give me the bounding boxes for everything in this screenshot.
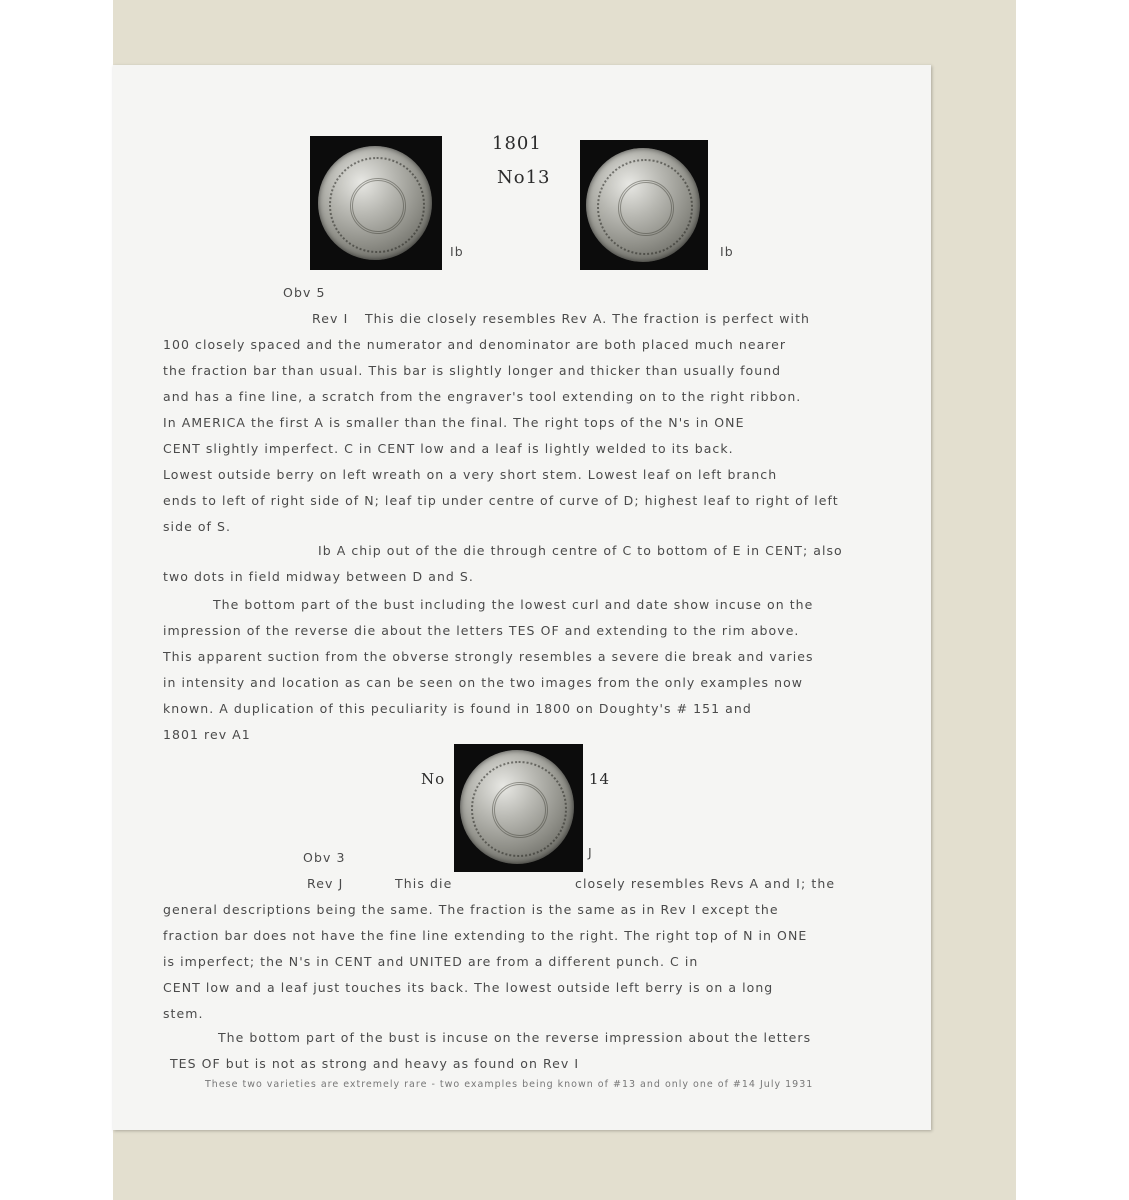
no14-coin-image <box>460 750 574 864</box>
description-line: fraction bar does not have the fine line extending to the right. The right top of N in ONE <box>163 928 808 943</box>
rev-j-bust-description-continued <box>170 1051 870 1077</box>
description-line: The bottom part of the bust is incuse on the reverse impression about the letters <box>218 1030 812 1045</box>
reverse-die-mark: Ib <box>720 244 734 259</box>
description-line: stem. <box>163 1006 204 1021</box>
description-line: in intensity and location as can be seen on the two images from the only examples now <box>163 675 804 690</box>
description-line: TES OF but is not as strong and heavy as found on Rev I <box>170 1056 580 1071</box>
description-line: two dots in field midway between D and S. <box>163 569 474 584</box>
rev-i-description <box>365 306 865 332</box>
obverse-3-label: Obv 3 <box>303 850 346 865</box>
description-line: Ib A chip out of the die through centre of C to bottom of E in CENT; also <box>318 543 843 558</box>
description-line: 1801 rev A1 <box>163 727 251 742</box>
ib-description-continued <box>163 564 863 590</box>
rev-i-description-continued <box>163 332 863 540</box>
description-line: known. A duplication of this peculiarity is found in 1800 on Doughty's # 151 and <box>163 701 752 716</box>
obverse-label: Obv 5 <box>283 285 326 300</box>
ib-description <box>318 538 863 564</box>
no14-label: No <box>421 770 446 788</box>
reverse-j-label: Rev J <box>307 876 344 891</box>
rarity-footnote: These two varieties are extremely rare - two examples being known of #13 and only one of #14 July 1931 <box>205 1079 814 1090</box>
reverse-j-first-line: closely resembles Revs A and I; the <box>575 876 836 891</box>
obverse-die-mark: Ib <box>450 244 464 259</box>
description-line: general descriptions being the same. The fraction is the same as in Rev I except the <box>163 902 779 917</box>
page-year: 1801 <box>492 133 542 154</box>
description-line: This apparent suction from the obverse strongly resembles a severe die break and varies <box>163 649 814 664</box>
reverse-j-lead: This die <box>395 876 453 891</box>
rev-j-description <box>163 897 863 1027</box>
obverse-coin-image <box>318 146 432 260</box>
reverse-label: Rev I <box>312 311 349 326</box>
description-line: is imperfect; the N's in CENT and UNITED are from a different punch. C in <box>163 954 699 969</box>
no14-photo <box>454 744 583 872</box>
reverse-photo <box>580 140 708 270</box>
description-line: CENT slightly imperfect. C in CENT low and a leaf is lightly welded to its back. <box>163 441 734 456</box>
description-line: impression of the reverse die about the letters TES OF and extending to the rim above. <box>163 623 800 638</box>
description-line: and has a fine line, a scratch from the engraver's tool extending on to the right ribbon. <box>163 389 802 404</box>
description-line: In AMERICA the first A is smaller than the final. The right tops of the N's in ONE <box>163 415 745 430</box>
description-line: side of S. <box>163 519 232 534</box>
rev-j-bust-description <box>218 1025 868 1051</box>
description-line: ends to left of right side of N; leaf tip under centre of curve of D; highest leaf to right of left <box>163 493 839 508</box>
obverse-photo <box>310 136 442 270</box>
description-line: CENT low and a leaf just touches its back. The lowest outside left berry is on a long <box>163 980 774 995</box>
description-line: the fraction bar than usual. This bar is slightly longer and thicker than usually found <box>163 363 782 378</box>
description-line: Lowest outside berry on left wreath on a very short stem. Lowest leaf on left branch <box>163 467 778 482</box>
description-line: 100 closely spaced and the numerator and denominator are both placed much nearer <box>163 337 787 352</box>
variety-number: No13 <box>497 167 551 188</box>
reverse-coin-image <box>586 148 700 262</box>
bust-description <box>213 592 863 618</box>
description-line: This die closely resembles Rev A. The fraction is perfect with <box>365 311 811 326</box>
no14-number: 14 <box>589 770 611 788</box>
description-line: The bottom part of the bust including the lowest curl and date show incuse on the <box>213 597 814 612</box>
no14-die-mark: J <box>588 845 593 860</box>
bust-description-continued <box>163 618 863 748</box>
